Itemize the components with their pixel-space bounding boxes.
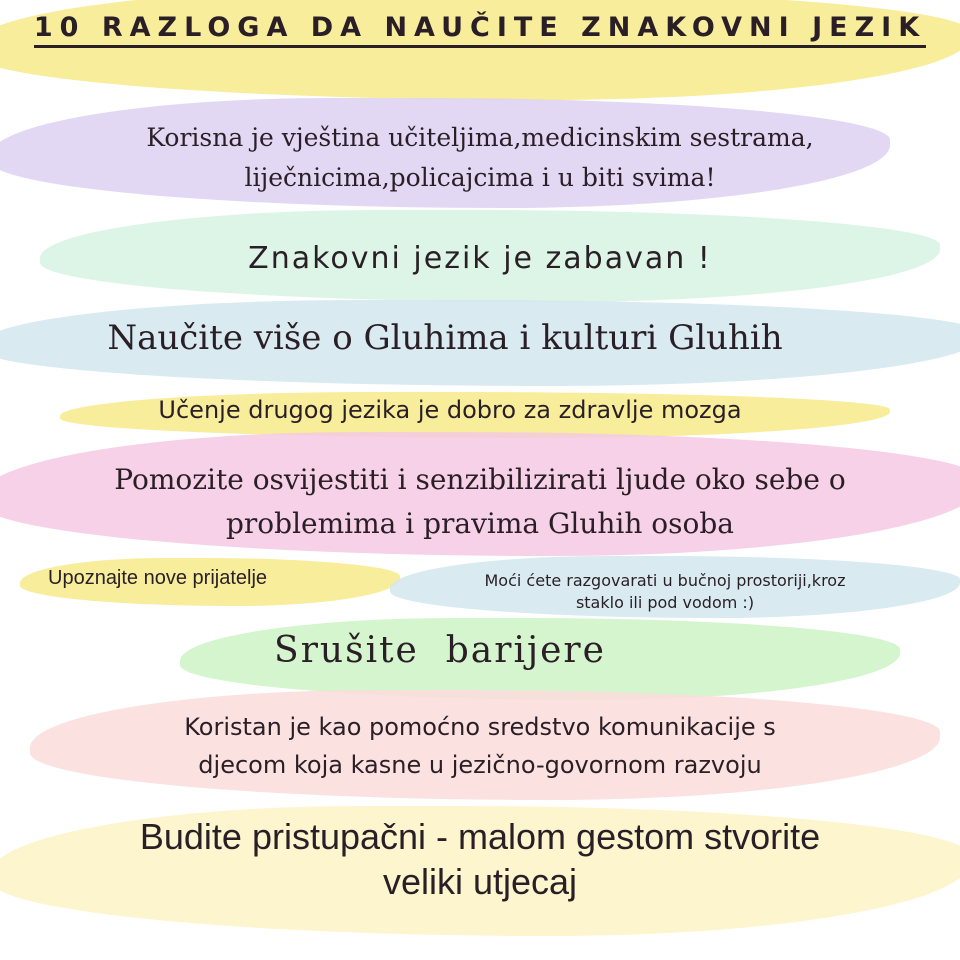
reason-9: Koristan je kao pomoćno sredstvo komunikacije s djecom koja kasne u jezično-govornom razvoju — [184, 713, 776, 779]
reason-1: Korisna je vještina učiteljima,medicinskim sestrama, liječnicima,policajcima i u biti svima! — [146, 123, 814, 192]
reason-2: Znakovni jezik je zabavan ! — [248, 241, 712, 276]
reason-4: Učenje drugog jezika je dobro za zdravlje mozga — [158, 396, 742, 424]
reason-7: Moći ćete razgovarati u bučnoj prostoriji,kroz staklo ili pod vodom :) — [484, 571, 846, 612]
reason-8: Srušite barijere — [274, 630, 606, 671]
reason-3: Naučite više o Gluhima i kulturi Gluhih — [107, 318, 783, 358]
reason-5: Pomozite osvijestiti i senzibilizirati ljude oko sebe o problemima i pravima Gluhih osoba — [114, 463, 846, 540]
reason-6: Upoznajte nove prijatelje — [48, 567, 268, 589]
reason-10: Budite pristupačni - malom gestom stvorite veliki utjecaj — [139, 816, 821, 902]
page-title: 10 RAZLOGA DA NAUČITE ZNAKOVNI JEZIK — [0, 12, 960, 43]
